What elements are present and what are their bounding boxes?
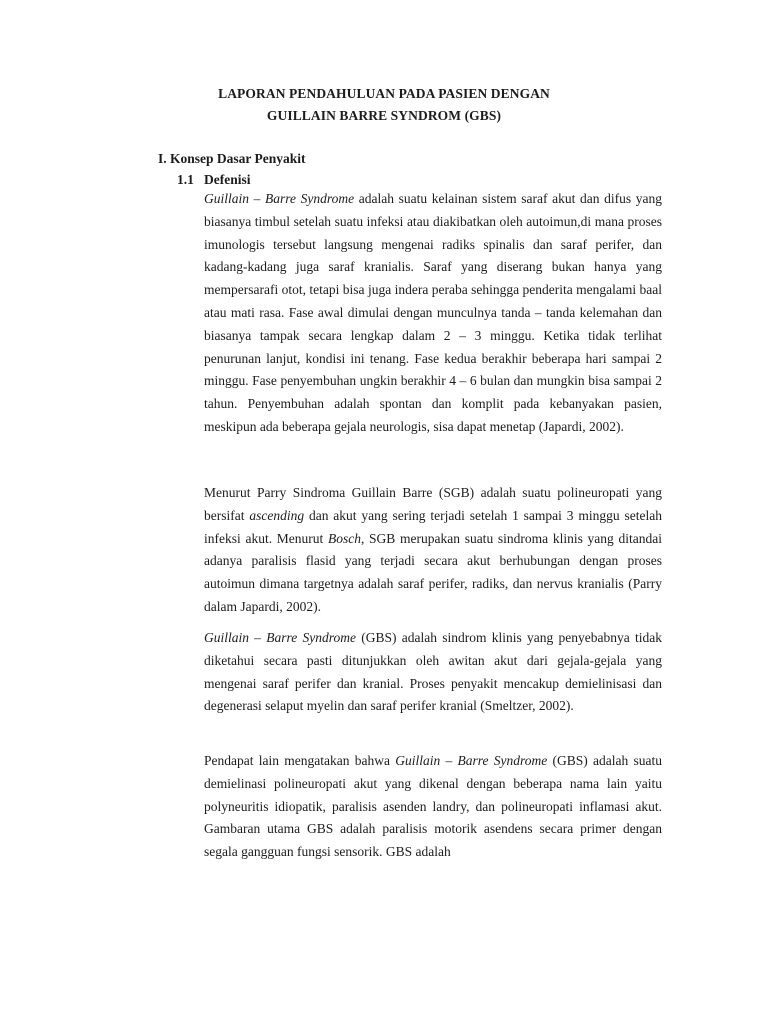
paragraph-text: , SGB merupakan suatu sindroma klinis yang ditandai adanya paralisis flasid yang terjadi secara akut berhubungan dengan proses autoimun dimana targetnya adalah saraf perifer, radiks, dan nervus kranialis (Parry dalam Japardi, 2002). (204, 530, 662, 614)
italic-term: Guillain – Barre Syndrome (204, 630, 357, 645)
paragraph-text: (GBS) adalah suatu demielinasi polineuropati akut yang dikenal dengan beberapa nama lain yaitu polyneuritis idiopatik, paralisis asenden landry, dan polineuropati inflamasi akut. Gambaran utama GBS adalah paralisis motorik asendens secara primer dengan segala gangguan fungsi sensorik. GBS adalah (204, 753, 662, 860)
italic-term: Bosch (327, 530, 361, 546)
italic-term: Guillain – Barre Syndrome (204, 191, 355, 206)
paragraph-text: Menurut Parry Sindroma Guillain Barre (SGB) adalah suatu polineuropati yang bersifat (204, 485, 662, 523)
paragraph-text: Pendapat lain mengatakan bahwa (204, 753, 396, 768)
subsection-number: 1.1 (177, 172, 194, 187)
paragraph-text: dan akut yang sering terjadi setelah 1 sampai 3 minggu setelah infeksi akut. Menurut (204, 507, 662, 546)
subsection-heading (177, 172, 251, 188)
section-heading: I. Konsep Dasar Penyakit (158, 151, 306, 166)
document-title-line-1: LAPORAN PENDAHULUAN PADA PASIEN DENGAN (218, 86, 550, 101)
paragraph-definition-4 (204, 750, 662, 864)
paragraph-definition-3 (204, 627, 662, 718)
italic-term: ascending (249, 507, 305, 523)
document-title-line-2: GUILLAIN BARRE SYNDROM (GBS) (266, 108, 502, 123)
subsection-title: Defenisi (204, 172, 251, 187)
paragraph-definition-1 (204, 188, 662, 439)
italic-term: Guillain – Barre Syndrome (395, 753, 548, 768)
paragraph-text: adalah suatu kelainan sistem saraf akut dan difus yang biasanya timbul setelah suatu infeksi atau diakibatkan oleh autoimun,di mana proses imunologis tersebut langsung mengenai radiks spinalis dan saraf perifer, dan kadang-kadang juga saraf kranialis. Saraf yang diserang bukan hanya yang mempersarafi otot, tetapi bisa juga indera peraba sehingga penderita mengalami baal atau mati rasa. Fase awal dimulai dengan munculnya tanda – tanda kelemahan dan biasanya tampak secara lengkap dalam 2 – 3 minggu. Ketika tidak terlihat penurunan lanjut, kondisi ini tenang. Fase kedua berakhir beberapa hari sampai 2 minggu. Fase penyembuhan ungkin berakhir 4 – 6 bulan dan mungkin bisa sampai 2 tahun. Penyembuhan adalah spontan dan komplit pada kebanyakan pasien, meskipun ada beberapa gejala neurologis, sisa dapat menetap (Japardi, 2002). (204, 191, 662, 434)
paragraph-definition-2 (204, 482, 662, 619)
paragraph-text: (GBS) adalah sindrom klinis yang penyebabnya tidak diketahui secara pasti ditunjukkan oleh awitan akut dari gejala-gejala yang mengenai saraf perifer dan kranial. Proses penyakit mencakup demielinisasi dan degenerasi selaput myelin dan saraf perifer kranial (Smeltzer, 2002). (204, 630, 662, 714)
